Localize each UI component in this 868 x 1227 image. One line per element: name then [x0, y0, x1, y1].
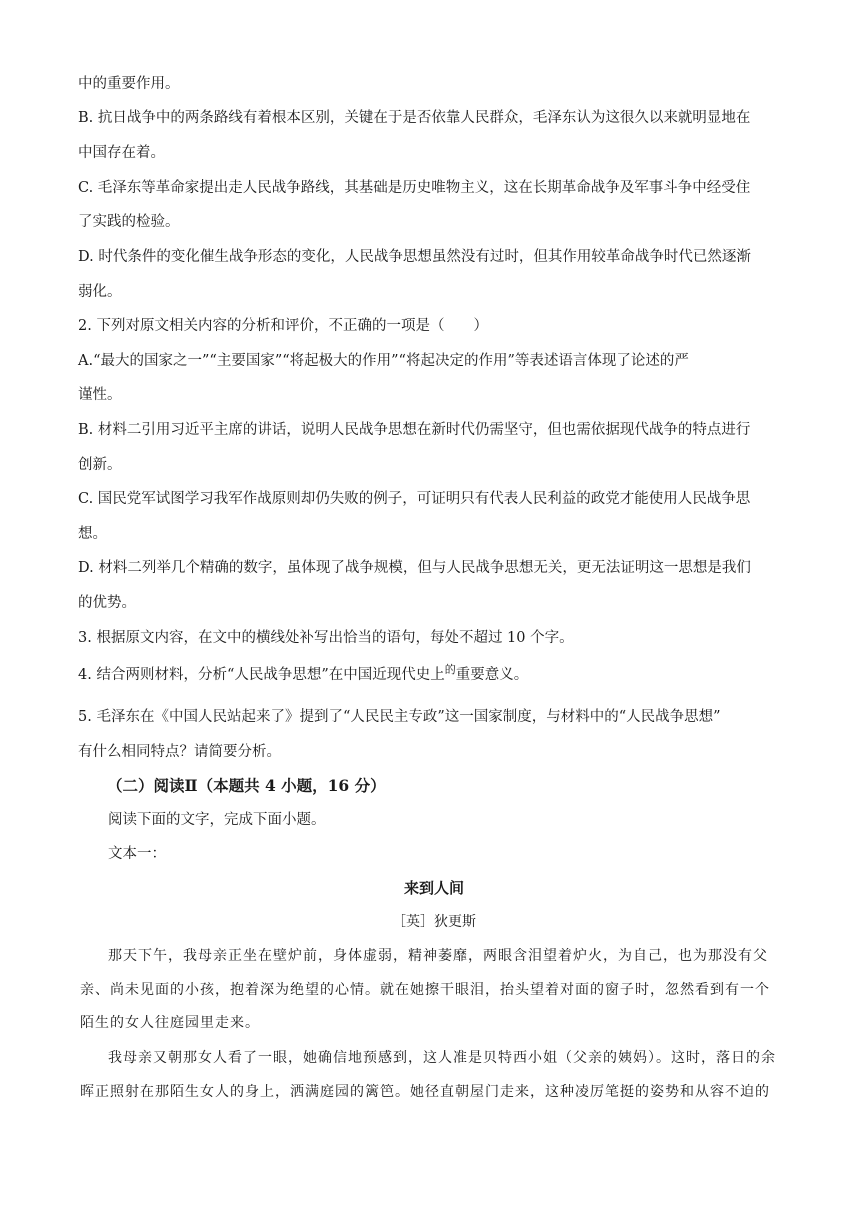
- section-heading: （二）阅读Ⅱ（本题共 4 小题，16 分）: [107, 776, 386, 795]
- question-5-continued: 有什么相同特点？请简要分析。: [78, 744, 281, 760]
- question-1-option-c: C. 毛泽东等革命家提出走人民战争路线，其基础是历史唯物主义，这在长期革命战争及军事斗争中经受住: [78, 180, 751, 196]
- story-title: 来到人间: [403, 879, 464, 897]
- text-label: 文本一：: [108, 846, 166, 862]
- question-2-stem: 2. 下列对原文相关内容的分析和评价，不正确的一项是（ ）: [78, 318, 488, 334]
- question-1-option-b-continued: 中国存在着。: [78, 145, 165, 161]
- story-author: ［英］狄更斯: [392, 914, 476, 930]
- question-1-option-d-continued: 弱化。: [78, 284, 122, 300]
- question-2-option-a: A.“最大的国家之一”“主要国家”“将起极大的作用”“将起决定的作用”等表述语言体现了论述的严: [78, 353, 689, 369]
- question-1-option-d: D. 时代条件的变化催生战争形态的变化，人民战争思想虽然没有过时，但其作用较革命战争时代已然逐渐: [78, 249, 751, 265]
- question-2-option-c: C. 国民党军试图学习我军作战原则却仍失败的例子，可证明只有代表人民利益的政党才能使用人民战争思: [78, 491, 751, 507]
- question-4-raised-char: 的: [444, 663, 456, 676]
- question-3: 3. 根据原文内容，在文中的横线处补写出恰当的语句，每处不超过 10 个字。: [78, 630, 574, 646]
- question-4-text-a: 4. 结合两则材料，分析“人民战争思想”在中国近现代史上: [78, 667, 445, 683]
- question-2-option-d: D. 材料二列举几个精确的数字，虽体现了战争规模，但与人民战争思想无关，更无法证明这一思想是我们: [78, 560, 751, 576]
- question-1-option-b: B. 抗日战争中的两条路线有着根本区别，关键在于是否依靠人民群众，毛泽东认为这很久以来就明显地在: [78, 110, 751, 126]
- question-2-option-a-continued: 谨性。: [78, 387, 122, 403]
- reading-instruction: 阅读下面的文字，完成下面小题。: [108, 812, 326, 828]
- story-paragraph-1: 那天下午，我母亲正坐在壁炉前，身体虚弱，精神萎靡，两眼含泪望着炉火，为自己，也为那没有父: [108, 948, 768, 964]
- story-paragraph-2-line-2: 晖正照射在那陌生女人的身上，洒满庭园的篱笆。她径直朝屋门走来，这种凌厉笔挺的姿势和从容不迫的: [80, 1084, 770, 1100]
- question-1-option-c-continued: 中的重要作用。: [78, 76, 180, 92]
- question-1-option-c-continued: 了实践的检验。: [78, 214, 180, 230]
- question-2-option-c-continued: 想。: [78, 526, 107, 542]
- question-4-text-b: 重要意义。: [455, 667, 529, 683]
- question-2-option-b-continued: 创新。: [78, 457, 122, 473]
- question-2-option-d-continued: 的优势。: [78, 595, 136, 611]
- question-4: [78, 665, 798, 686]
- story-paragraph-1-line-2: 亲、尚未见面的小孩，抱着深为绝望的心情。就在她擦干眼泪，抬头望着对面的窗子时，忽然看到有一个: [80, 982, 770, 998]
- story-paragraph-1-line-3: 陌生的女人往庭园里走来。: [80, 1015, 260, 1031]
- question-2-option-b: B. 材料二引用习近平主席的讲话，说明人民战争思想在新时代仍需坚守，但也需依据现代战争的特点进行: [78, 422, 751, 438]
- story-paragraph-2: 我母亲又朝那女人看了一眼，她确信地预感到，这人准是贝特西小姐（父亲的姨妈）。这时，落日的余: [108, 1050, 776, 1066]
- question-5: 5. 毛泽东在《中国人民站起来了》提到了“人民民主专政”这一国家制度，与材料中的“人民战争思想”: [78, 709, 721, 725]
